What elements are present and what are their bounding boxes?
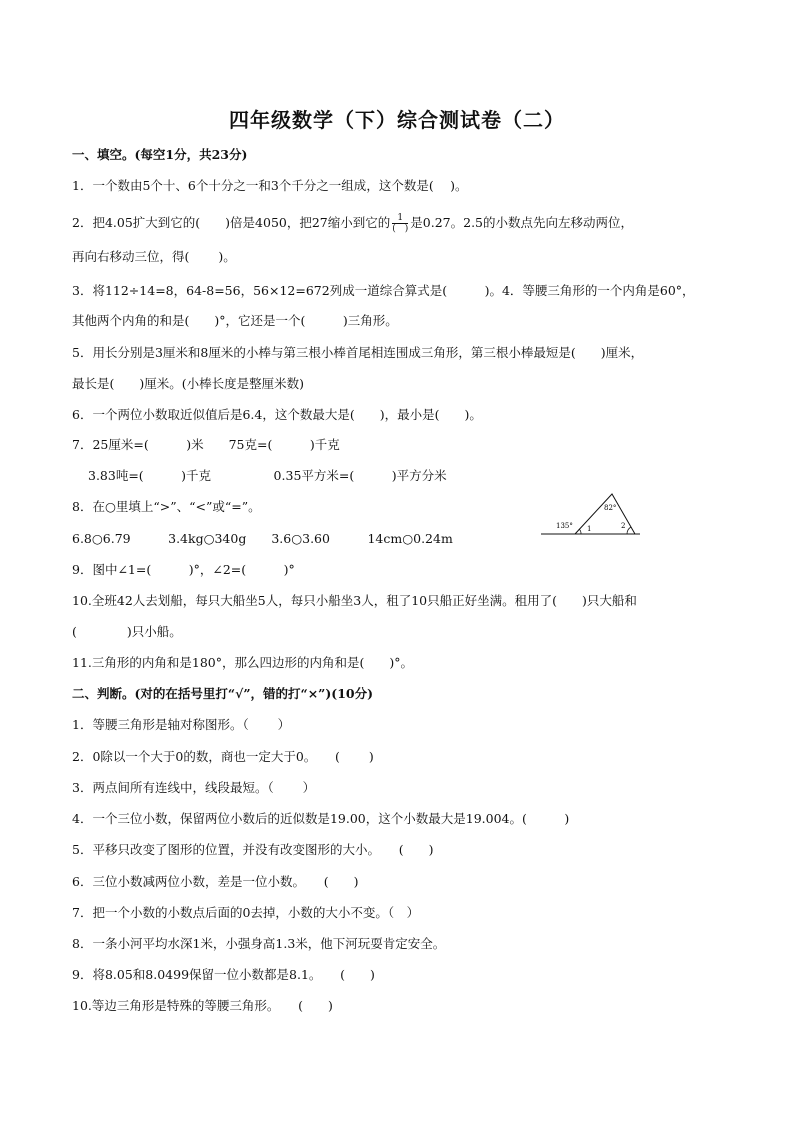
- angle-135-label: 135°: [556, 522, 573, 530]
- question-11: 11.三角形的内角和是180°，那么四边形的内角和是( )°。: [72, 655, 413, 670]
- question-2-fraction: [392, 213, 408, 234]
- question-7-row2: 3.83吨=( )千克 0.35平方米=( )平方分米: [88, 468, 447, 483]
- judge-item: 2．0除以一个大于0的数，商也一定大于0。 ( ): [72, 749, 374, 764]
- question-2: [72, 213, 633, 234]
- section2-heading: 二、判断。(对的在括号里打“√”，错的打“×”)(10分): [72, 686, 374, 701]
- question-8-items: 6.8○6.79 3.4kg○340g 3.6○3.60 14cm○0.24m: [72, 531, 453, 546]
- judge-item: 4．一个三位小数，保留两位小数后的近似数是19.00，这个小数最大是19.004。( ): [72, 811, 570, 826]
- question-6: 6．一个两位小数取近似值后是6.4，这个数最大是( )，最小是( )。: [72, 407, 482, 422]
- judge-item: 6．三位小数减两位小数，差是一位小数。 ( ): [72, 874, 359, 889]
- page-title: 四年级数学（下）综合测试卷（二）: [229, 108, 565, 132]
- triangle-figure: [541, 490, 641, 540]
- angle-2-label: 2: [621, 522, 626, 530]
- question-10: 10.全班42人去划船，每只大船坐5人，每只小船坐3人，租了10只船正好坐满。租用了( )只大船和: [72, 593, 637, 608]
- judge-item: 1．等腰三角形是轴对称图形。（ ）: [72, 717, 291, 732]
- judge-item: 7．把一个小数的小数点后面的0去掉，小数的大小不变。（ ）: [72, 905, 420, 920]
- question-5: 5．用长分别是3厘米和8厘米的小棒与第三根小棒首尾相连围成三角形，第三根小棒最短是( )厘米，: [72, 345, 644, 360]
- question-10-cont: ( )只小船。: [72, 624, 182, 639]
- angle-82-label: 82°: [604, 504, 617, 512]
- judge-item: 9．将8.05和8.0499保留一位小数都是8.1。 ( ): [72, 967, 375, 982]
- question-7-row1: 7．25厘米=( )米 75克=( )千克: [72, 437, 340, 452]
- triangle-sides: [575, 494, 635, 534]
- question-9: 9．图中∠1=( )°，∠2=( )°: [72, 562, 295, 577]
- question-5-cont: 最长是( )厘米。(小棒长度是整厘米数): [72, 376, 305, 391]
- judge-item: 3．两点间所有连线中，线段最短。（ ）: [72, 780, 316, 795]
- fraction-numerator: 1: [392, 213, 408, 224]
- fraction-denominator: ( ): [392, 224, 409, 234]
- question-2-cont: 再向右移动三位，得( )。: [72, 249, 236, 264]
- angle-1-arc: [579, 529, 581, 534]
- judge-item: 10.等边三角形是特殊的等腰三角形。 ( ): [72, 998, 333, 1013]
- angle-2-arc: [627, 527, 631, 534]
- question-1: 1．一个数由5个十、6个十分之一和3个千分之一组成，这个数是( )。: [72, 178, 468, 193]
- judge-item: 5．平移只改变了图形的位置，并没有改变图形的大小。 ( ): [72, 842, 434, 857]
- question-3-4: 3．将112÷14=8，64-8=56，56×12=672列成一道综合算式是( )。4．等腰三角形的一个内角是60°，: [72, 283, 695, 298]
- question-2-part-a: 2．把4.05扩大到它的( )倍是4050，把27缩小到它的: [72, 215, 391, 230]
- question-4-cont: 其他两个内角的和是( )°，它还是一个( )三角形。: [72, 313, 398, 328]
- question-2-part-b: 是0.27。2.5的小数点先向左移动两位，: [410, 215, 634, 230]
- angle-1-label: 1: [587, 525, 592, 533]
- section1-heading: 一、填空。(每空1分，共23分): [72, 147, 248, 162]
- judge-item: 8．一条小河平均水深1米，小强身高1.3米，他下河玩耍肯定安全。: [72, 936, 446, 951]
- question-8: 8．在○里填上“>”、“<”或“=”。: [72, 499, 261, 514]
